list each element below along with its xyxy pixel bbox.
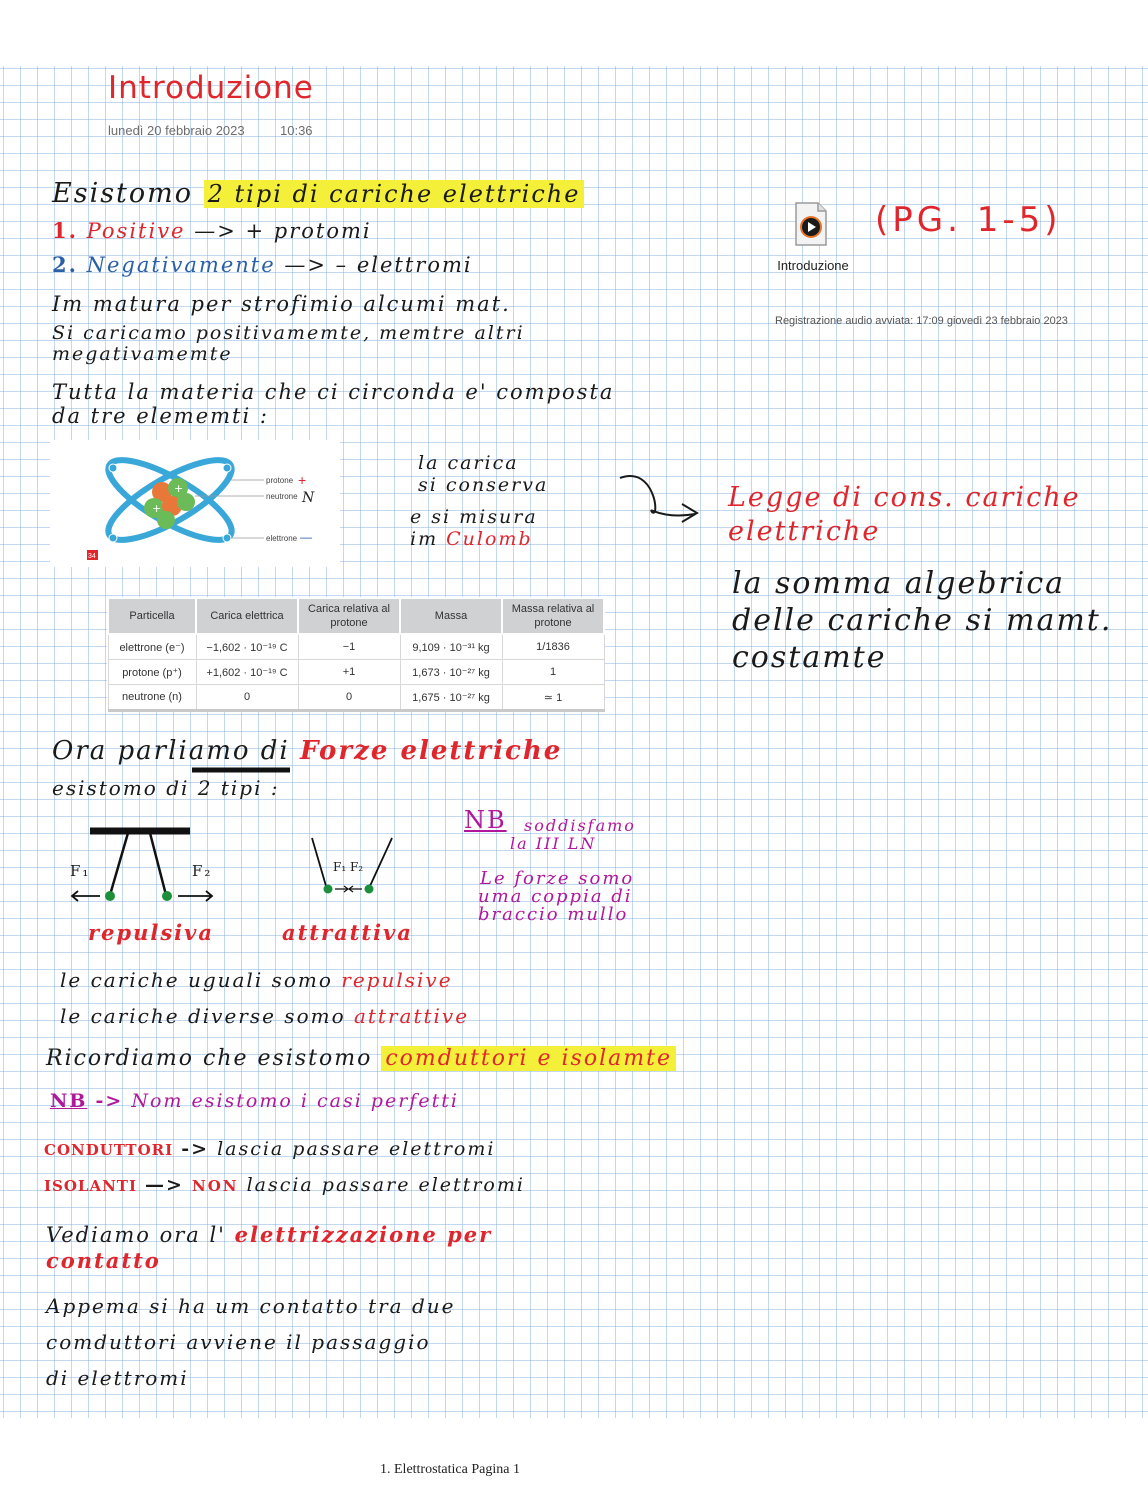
- matter-line-1: Tutta la materia che ci circonda e' composta: [52, 380, 615, 404]
- table-cell: 1: [502, 660, 604, 685]
- table-cell: +1: [298, 660, 400, 685]
- forces-line-1: Ora parliamo di Forze elettriche: [52, 736, 563, 766]
- law-title-line-1: Legge di cons. cariche: [728, 482, 1081, 513]
- nb-forces-line-2: la III LN: [510, 834, 597, 853]
- conservation-line-3: e si misura: [410, 506, 538, 528]
- materials-nb-line: NB -> Nom esistomo i casi perfetti: [50, 1090, 459, 1112]
- label-attractive: attrattiva: [282, 920, 413, 945]
- atom-symbol-electron: —: [300, 530, 312, 544]
- table-cell: −1,602 · 10⁻¹⁹ C: [196, 634, 298, 660]
- charges-intro: Esistomo 2 tipi di cariche elettriche: [52, 178, 584, 209]
- table-cell: +1,602 · 10⁻¹⁹ C: [196, 660, 298, 685]
- nb-forces-line-3: Le forze somo: [480, 868, 635, 889]
- contact-line-2: contatto: [46, 1248, 161, 1273]
- table-cell: −1: [298, 634, 400, 660]
- law-body-line-3: costamte: [732, 640, 887, 675]
- charge-sphere-left: [105, 891, 115, 901]
- table-header: Carica elettrica: [196, 598, 298, 634]
- law-body-line-2: delle cariche si mamt.: [732, 603, 1113, 638]
- contact-body-2: comduttori avviene il passaggio: [46, 1330, 431, 1354]
- page-reference: (PG. 1-5): [875, 200, 1062, 240]
- table-header: Carica relativa al protone: [298, 598, 400, 634]
- conductors-line: CONDUTTORI -> lascia passare elettromi: [44, 1138, 496, 1160]
- table-cell: 1,673 · 10⁻²⁷ kg: [400, 660, 502, 685]
- nb-forces-line-1: soddisfamo: [524, 816, 636, 835]
- svg-text:+: +: [174, 482, 184, 495]
- table-header: Massa relativa al protone: [502, 598, 604, 634]
- table-cell: 9,109 · 10⁻³¹ kg: [400, 634, 502, 660]
- positive-line: 1. Positive —> + protomi: [52, 218, 372, 243]
- rubbing-line-2: Si caricamo positivamemte, memtre altri: [52, 322, 525, 344]
- charges-highlight: 2 tipi di cariche elettriche: [204, 180, 585, 208]
- nb-forces-label: NB: [464, 806, 507, 834]
- negative-line: 2. Negativamente —> – elettromi: [52, 252, 473, 277]
- nb-forces-line-4: uma coppia di: [478, 886, 633, 907]
- conservation-line-2: si conserva: [418, 474, 549, 496]
- page-date: lunedì 20 febbraio 2023: [108, 123, 245, 138]
- table-header: Massa: [400, 598, 502, 634]
- materials-highlight: comduttori e isolamte: [381, 1046, 676, 1071]
- force-label-f12: F₁ F₂: [333, 860, 364, 874]
- arrow-inward-icon: [335, 886, 348, 892]
- insulators-line: ISOLANTI —> NON lascia passare elettromi: [44, 1174, 525, 1196]
- charge-sphere-right: [162, 891, 172, 901]
- table-cell: 1/1836: [502, 634, 604, 660]
- atom-symbol-proton: +: [298, 472, 307, 488]
- svg-text:+: +: [152, 502, 162, 515]
- table-cell: ≃ 1: [502, 685, 604, 711]
- page-footer: 1. Elettrostatica Pagina 1: [380, 1462, 520, 1477]
- conservation-line-4: im Culomb: [410, 528, 533, 550]
- rule-different-charges: le cariche diverse somo attrattive: [60, 1004, 470, 1028]
- atom-page-badge: 34: [88, 553, 96, 560]
- atom-label-electron: elettrone: [266, 534, 298, 543]
- page-title: Introduzione: [108, 70, 314, 106]
- force-label-f1: F₁: [70, 862, 91, 880]
- rule-equal-charges: le cariche uguali somo repulsive: [60, 968, 453, 992]
- audio-recording-info: Registrazione audio avviata: 17:09 giovedì 23 febbraio 2023: [775, 315, 1068, 327]
- force-label-f2: F₂: [192, 862, 213, 880]
- arrow-right-icon: [178, 891, 212, 901]
- atom-symbol-neutron: N: [302, 490, 315, 506]
- table-cell: elettrone (e⁻): [108, 634, 196, 660]
- curly-arrow-icon: [620, 476, 695, 516]
- charge-sphere-a: [324, 885, 333, 894]
- contact-line-1: Vediamo ora l' elettrizzazione per: [46, 1222, 493, 1247]
- table-cell: 0: [298, 685, 400, 711]
- atom-label-proton: protone: [266, 476, 294, 485]
- table-cell: 0: [196, 685, 298, 711]
- arrow-left-icon: [72, 891, 100, 901]
- conservation-line-1: la carica: [418, 452, 519, 474]
- rubbing-line-1: Im matura per strofimio alcumi mat.: [52, 292, 511, 316]
- table-header: Particella: [108, 598, 196, 634]
- atom-label-neutron: neutrone: [266, 492, 298, 501]
- rubbing-line-3: megativamemte: [52, 343, 233, 365]
- contact-body-1: Appema si ha um contatto tra due: [46, 1294, 456, 1318]
- label-repulsive: repulsiva: [88, 920, 214, 945]
- forces-line-2: esistomo di 2 tipi :: [52, 776, 280, 800]
- law-body-line-1: la somma algebrica: [732, 566, 1066, 601]
- audio-filename: Introduzione: [777, 258, 849, 273]
- charge-sphere-b: [365, 885, 374, 894]
- page-time: 10:36: [280, 123, 313, 138]
- table-cell: 1,675 · 10⁻²⁷ kg: [400, 685, 502, 711]
- table-cell: protone (p⁺): [108, 660, 196, 685]
- table-cell: neutrone (n): [108, 685, 196, 711]
- law-title-line-2: elettriche: [728, 516, 881, 547]
- contact-body-3: di elettromi: [46, 1366, 189, 1390]
- materials-line-1: Ricordiamo che esistomo comduttori e isolamte: [46, 1046, 676, 1071]
- arrow-inward-icon: [349, 886, 362, 892]
- nb-forces-line-5: braccio mullo: [478, 904, 629, 925]
- matter-line-2: da tre elememti :: [52, 404, 269, 428]
